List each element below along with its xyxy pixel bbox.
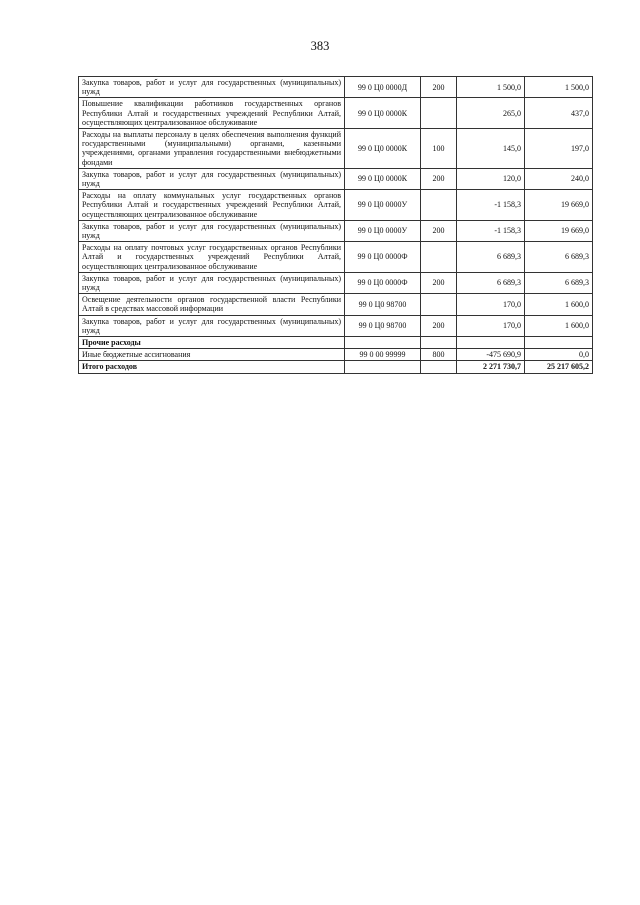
cell-v1: 170,0	[457, 315, 525, 336]
cell-type	[421, 294, 457, 315]
cell-type	[421, 242, 457, 273]
cell-code: 99 0 Ц0 0000Ф	[345, 272, 421, 293]
cell-v2: 240,0	[525, 168, 593, 189]
cell-v2	[525, 337, 593, 349]
cell-code: 99 0 Ц0 0000Ф	[345, 242, 421, 273]
table-row	[79, 98, 593, 129]
cell-v1: 145,0	[457, 129, 525, 169]
cell-v1: 6 689,3	[457, 242, 525, 273]
cell-type: 200	[421, 168, 457, 189]
table-row	[79, 242, 593, 273]
table-row	[79, 77, 593, 98]
table-row	[79, 190, 593, 221]
cell-type: 200	[421, 77, 457, 98]
cell-v1: 265,0	[457, 98, 525, 129]
cell-type	[421, 337, 457, 349]
cell-name: Закупка товаров, работ и услуг для государственных (муниципальных) нужд	[79, 315, 345, 336]
cell-name: Расходы на оплату коммунальных услуг государственных органов Республики Алтай и государственных учреждений Республики Алтай, осуществляющих централизованное обслуживание	[79, 190, 345, 221]
cell-type	[421, 98, 457, 129]
cell-v2: 25 217 605,2	[525, 361, 593, 373]
cell-type	[421, 361, 457, 373]
cell-v1: 170,0	[457, 294, 525, 315]
cell-v2: 6 689,3	[525, 272, 593, 293]
table-row	[79, 168, 593, 189]
cell-type: 200	[421, 315, 457, 336]
cell-v1: -1 158,3	[457, 190, 525, 221]
cell-code: 99 0 Ц0 98700	[345, 294, 421, 315]
cell-type: 100	[421, 129, 457, 169]
cell-code	[345, 361, 421, 373]
cell-type: 200	[421, 220, 457, 241]
cell-v1	[457, 337, 525, 349]
cell-v1: 1 500,0	[457, 77, 525, 98]
cell-v1: 2 271 730,7	[457, 361, 525, 373]
cell-code: 99 0 Ц0 0000У	[345, 220, 421, 241]
cell-v1: 120,0	[457, 168, 525, 189]
table-row	[79, 349, 593, 361]
cell-v2: 19 669,0	[525, 190, 593, 221]
cell-code: 99 0 Ц0 0000К	[345, 98, 421, 129]
cell-name: Закупка товаров, работ и услуг для государственных (муниципальных) нужд	[79, 220, 345, 241]
cell-v2: 1 600,0	[525, 315, 593, 336]
cell-name: Итого расходов	[79, 361, 345, 373]
table-row	[79, 361, 593, 373]
cell-name: Иные бюджетные ассигнования	[79, 349, 345, 361]
cell-name: Закупка товаров, работ и услуг для государственных (муниципальных) нужд	[79, 272, 345, 293]
cell-code	[345, 337, 421, 349]
cell-name: Закупка товаров, работ и услуг для государственных (муниципальных) нужд	[79, 77, 345, 98]
cell-type: 800	[421, 349, 457, 361]
cell-code: 99 0 Ц0 0000Д	[345, 77, 421, 98]
cell-type	[421, 190, 457, 221]
cell-v2: 1 500,0	[525, 77, 593, 98]
budget-table-body	[79, 77, 593, 374]
page-number: 383	[310, 39, 330, 53]
cell-v2: 0,0	[525, 349, 593, 361]
cell-name: Закупка товаров, работ и услуг для государственных (муниципальных) нужд	[79, 168, 345, 189]
budget-table	[78, 76, 593, 374]
cell-code: 99 0 Ц0 0000К	[345, 168, 421, 189]
cell-v1: -1 158,3	[457, 220, 525, 241]
cell-v1: -475 690,9	[457, 349, 525, 361]
cell-code: 99 0 Ц0 98700	[345, 315, 421, 336]
cell-v1: 6 689,3	[457, 272, 525, 293]
cell-v2: 437,0	[525, 98, 593, 129]
table-row	[79, 294, 593, 315]
cell-v2: 6 689,3	[525, 242, 593, 273]
table-row	[79, 220, 593, 241]
cell-name: Повышение квалификации работников государственных органов Республики Алтай и государственных учреждений Республики Алтай, осуществляющих централизованное обслуживание	[79, 98, 345, 129]
cell-v2: 1 600,0	[525, 294, 593, 315]
table-row	[79, 129, 593, 169]
cell-code: 99 0 Ц0 0000К	[345, 129, 421, 169]
cell-type: 200	[421, 272, 457, 293]
cell-v2: 19 669,0	[525, 220, 593, 241]
cell-name: Прочие расходы	[79, 337, 345, 349]
cell-name: Расходы на оплату почтовых услуг государственных органов Республики Алтай и государственных учреждений Республики Алтай, осуществляющих централизованное обслуживание	[79, 242, 345, 273]
cell-name: Расходы на выплаты персоналу в целях обеспечения выполнения функций государственными (муниципальными) органами, казенными учреждениями, органами управления государственными внебюджетными фондами	[79, 129, 345, 169]
cell-name: Освещение деятельности органов государственной власти Республики Алтай в средствах массовой информации	[79, 294, 345, 315]
table-row	[79, 315, 593, 336]
cell-code: 99 0 00 99999	[345, 349, 421, 361]
table-row	[79, 272, 593, 293]
cell-v2: 197,0	[525, 129, 593, 169]
table-row	[79, 337, 593, 349]
cell-code: 99 0 Ц0 0000У	[345, 190, 421, 221]
